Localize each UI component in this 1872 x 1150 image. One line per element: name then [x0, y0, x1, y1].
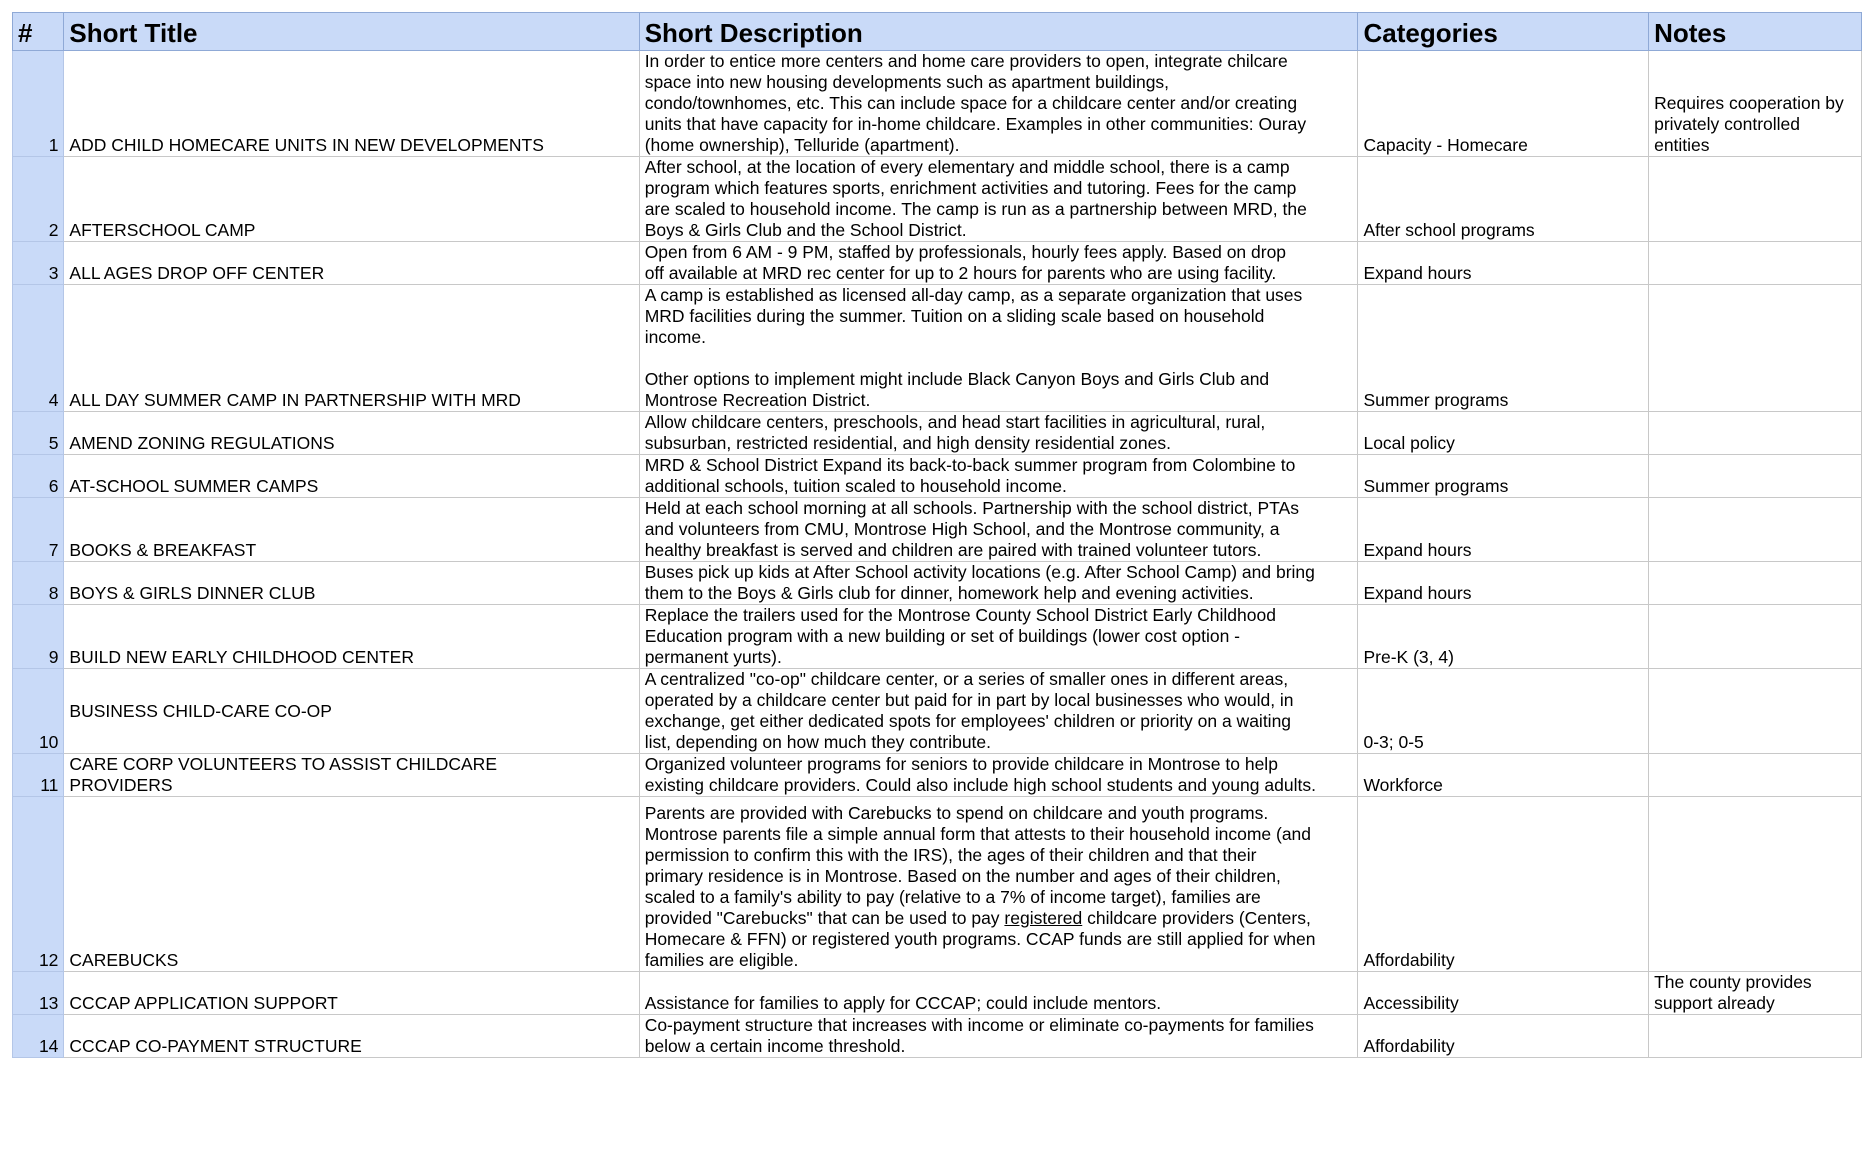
description-line: Education program with a new building or set of buildings (lower cost option - — [644, 626, 1241, 646]
notes-cell[interactable] — [1649, 669, 1862, 754]
description-line: Held at each school morning at all schools. Partnership with the school district, PTAs — [644, 498, 1299, 518]
row-number-cell[interactable]: 8 — [13, 562, 64, 605]
row-number-cell[interactable]: 3 — [13, 242, 64, 285]
description-cell[interactable] — [639, 412, 1358, 455]
column-header-title[interactable]: Short Title — [64, 13, 639, 51]
title-cell[interactable]: CCCAP CO-PAYMENT STRUCTURE — [64, 1015, 639, 1058]
table-row — [13, 797, 1862, 972]
underlined-text: registered — [1004, 908, 1083, 928]
description-line: Organized volunteer programs for seniors to provide childcare in Montrose to help — [644, 754, 1278, 774]
notes-line: privately controlled — [1654, 114, 1800, 134]
description-text: provided "Carebucks" that can be used to pay — [644, 908, 1005, 928]
description-line: Assistance for families to apply for CCCAP; could include mentors. — [644, 993, 1162, 1013]
row-number-cell[interactable]: 7 — [13, 498, 64, 562]
header-row — [13, 13, 1862, 51]
title-cell[interactable]: BUSINESS CHILD-CARE CO-OP — [64, 669, 639, 754]
description-line: exchange, get either dedicated spots for employees' children or priority on a waiting — [644, 711, 1292, 731]
notes-cell[interactable] — [1649, 972, 1862, 1015]
notes-cell[interactable] — [1649, 157, 1862, 242]
description-line: Boys & Girls Club and the School District. — [644, 220, 967, 240]
title-cell[interactable] — [64, 754, 639, 797]
description-line: existing childcare providers. Could also include high school students and young adults. — [644, 775, 1316, 795]
description-line: primary residence is in Montrose. Based on the number and ages of their children, — [644, 866, 1281, 886]
categories-cell[interactable]: Expand hours — [1358, 562, 1649, 605]
title-line: PROVIDERS — [69, 775, 173, 795]
table-row — [13, 605, 1862, 669]
categories-cell[interactable]: Summer programs — [1358, 285, 1649, 412]
description-line: program which features sports, enrichment activities and tutoring. Fees for the camp — [644, 178, 1297, 198]
categories-cell[interactable]: Expand hours — [1358, 498, 1649, 562]
description-line: off available at MRD rec center for up to 2 hours for parents who are using facility. — [644, 263, 1277, 283]
title-cell[interactable]: BOYS & GIRLS DINNER CLUB — [64, 562, 639, 605]
column-header-categories[interactable]: Categories — [1358, 13, 1649, 51]
description-cell[interactable] — [639, 754, 1358, 797]
notes-cell[interactable] — [1649, 51, 1862, 157]
title-cell[interactable]: BOOKS & BREAKFAST — [64, 498, 639, 562]
description-cell[interactable] — [639, 605, 1358, 669]
title-cell[interactable]: CCCAP APPLICATION SUPPORT — [64, 972, 639, 1015]
description-line: Homecare & FFN) or registered youth programs. CCAP funds are still applied for when — [644, 929, 1316, 949]
title-cell[interactable]: ALL DAY SUMMER CAMP IN PARTNERSHIP WITH MRD — [64, 285, 639, 412]
row-number-cell[interactable]: 4 — [13, 285, 64, 412]
description-line: list, depending on how much they contribute. — [644, 732, 992, 752]
row-number-cell[interactable]: 12 — [13, 797, 64, 972]
categories-cell[interactable]: Workforce — [1358, 754, 1649, 797]
column-header-notes[interactable]: Notes — [1649, 13, 1862, 51]
column-header-number[interactable]: # — [13, 13, 64, 51]
description-cell[interactable] — [639, 285, 1358, 412]
description-line: In order to entice more centers and home care providers to open, integrate chilcare — [644, 51, 1288, 71]
description-line: Montrose parents file a simple annual form that attests to their household income (and — [644, 824, 1312, 844]
description-cell[interactable] — [639, 51, 1358, 157]
description-line: below a certain income threshold. — [644, 1036, 906, 1056]
categories-cell[interactable]: Capacity - Homecare — [1358, 51, 1649, 157]
title-cell[interactable]: AFTERSCHOOL CAMP — [64, 157, 639, 242]
categories-cell[interactable]: Pre-K (3, 4) — [1358, 605, 1649, 669]
title-cell[interactable]: AT-SCHOOL SUMMER CAMPS — [64, 455, 639, 498]
description-line: families are eligible. — [644, 950, 799, 970]
table-row — [13, 285, 1862, 412]
title-cell[interactable]: AMEND ZONING REGULATIONS — [64, 412, 639, 455]
description-line: A camp is established as licensed all-day camp, as a separate organization that uses — [644, 285, 1303, 305]
column-header-description[interactable]: Short Description — [639, 13, 1358, 51]
notes-cell[interactable] — [1649, 412, 1862, 455]
notes-cell[interactable] — [1649, 797, 1862, 972]
description-line: space into new housing developments such as apartment buildings, — [644, 72, 1170, 92]
description-line: MRD & School District Expand its back-to-back summer program from Colombine to — [644, 455, 1296, 475]
notes-line: entities — [1654, 135, 1710, 155]
categories-cell[interactable]: Affordability — [1358, 797, 1649, 972]
table-row — [13, 51, 1862, 157]
description-line: MRD facilities during the summer. Tuition on a sliding scale based on household — [644, 306, 1265, 326]
categories-cell[interactable]: After school programs — [1358, 157, 1649, 242]
row-number-cell[interactable]: 9 — [13, 605, 64, 669]
row-number-cell[interactable]: 6 — [13, 455, 64, 498]
categories-cell[interactable]: 0-3; 0-5 — [1358, 669, 1649, 754]
description-line: subsurban, restricted residential, and high density residential zones. — [644, 433, 1171, 453]
description-cell[interactable] — [639, 242, 1358, 285]
description-blank-line — [645, 348, 1353, 369]
description-cell[interactable] — [639, 455, 1358, 498]
row-number-cell[interactable]: 13 — [13, 972, 64, 1015]
description-line: Co-payment structure that increases with income or eliminate co-payments for families — [644, 1015, 1314, 1035]
description-line: are scaled to household income. The camp is run as a partnership between MRD, the — [644, 199, 1307, 219]
description-cell[interactable] — [639, 1015, 1358, 1058]
description-line: permanent yurts). — [644, 647, 782, 667]
row-number-cell[interactable]: 10 — [13, 669, 64, 754]
notes-line: Requires cooperation by — [1654, 93, 1844, 113]
description-line: Replace the trailers used for the Montrose County School District Early Childhood — [644, 605, 1276, 625]
categories-cell[interactable]: Expand hours — [1358, 242, 1649, 285]
notes-cell[interactable] — [1649, 605, 1862, 669]
row-number-cell[interactable]: 11 — [13, 754, 64, 797]
notes-cell[interactable] — [1649, 455, 1862, 498]
description-line: Parents are provided with Carebucks to spend on childcare and youth programs. — [644, 803, 1269, 823]
description-line: A centralized "co-op" childcare center, or a series of smaller ones in different areas, — [644, 669, 1289, 689]
description-cell[interactable] — [639, 562, 1358, 605]
table-row — [13, 412, 1862, 455]
notes-cell[interactable] — [1649, 562, 1862, 605]
categories-cell[interactable]: Accessibility — [1358, 972, 1649, 1015]
description-cell[interactable] — [639, 498, 1358, 562]
description-cell[interactable] — [639, 669, 1358, 754]
table-row — [13, 669, 1862, 754]
description-line: scaled to a family's ability to pay (relative to a 7% of income target), families are — [644, 887, 1261, 907]
notes-cell[interactable] — [1649, 242, 1862, 285]
description-line: Montrose Recreation District. — [644, 390, 871, 410]
title-line: CARE CORP VOLUNTEERS TO ASSIST CHILDCARE — [69, 754, 497, 774]
row-number-cell[interactable]: 14 — [13, 1015, 64, 1058]
description-line: and volunteers from CMU, Montrose High School, and the Montrose community, a — [644, 519, 1280, 539]
notes-cell[interactable] — [1649, 754, 1862, 797]
notes-cell[interactable] — [1649, 1015, 1862, 1058]
row-number-cell[interactable]: 2 — [13, 157, 64, 242]
description-line: operated by a childcare center but paid for in part by local businesses who would, in — [644, 690, 1294, 710]
table-row — [13, 562, 1862, 605]
title-cell[interactable]: ALL AGES DROP OFF CENTER — [64, 242, 639, 285]
categories-cell[interactable]: Summer programs — [1358, 455, 1649, 498]
notes-cell[interactable] — [1649, 498, 1862, 562]
description-line — [645, 908, 1353, 929]
description-line: After school, at the location of every elementary and middle school, there is a camp — [644, 157, 1290, 177]
row-number-cell[interactable]: 5 — [13, 412, 64, 455]
table-row — [13, 455, 1862, 498]
description-line: (home ownership), Telluride (apartment). — [644, 135, 960, 155]
description-line: Open from 6 AM - 9 PM, staffed by professionals, hourly fees apply. Based on drop — [644, 242, 1287, 262]
description-line: Allow childcare centers, preschools, and head start facilities in agricultural, rural, — [644, 412, 1266, 432]
description-line: Buses pick up kids at After School activity locations (e.g. After School Camp) and bring — [644, 562, 1315, 582]
notes-cell[interactable] — [1649, 285, 1862, 412]
description-line: units that have capacity for in-home childcare. Examples in other communities: Ouray — [644, 114, 1307, 134]
description-line: condo/townhomes, etc. This can include space for a childcare center and/or creating — [644, 93, 1298, 113]
description-line: income. — [644, 327, 706, 347]
table-row — [13, 972, 1862, 1015]
notes-line: The county provides — [1654, 972, 1812, 992]
spreadsheet-table — [12, 12, 1862, 1058]
table-row — [13, 754, 1862, 797]
description-line: permission to confirm this with the IRS), the ages of their children and that their — [644, 845, 1257, 865]
categories-cell[interactable]: Local policy — [1358, 412, 1649, 455]
description-line: healthy breakfast is served and children are paired with trained volunteer tutors. — [644, 540, 1262, 560]
row-number-cell[interactable]: 1 — [13, 51, 64, 157]
description-cell[interactable] — [639, 972, 1358, 1015]
title-cell[interactable]: BUILD NEW EARLY CHILDHOOD CENTER — [64, 605, 639, 669]
description-text: childcare providers (Centers, — [1082, 908, 1311, 928]
categories-cell[interactable]: Affordability — [1358, 1015, 1649, 1058]
description-line: additional schools, tuition scaled to household income. — [644, 476, 1067, 496]
table-row — [13, 242, 1862, 285]
table-row — [13, 498, 1862, 562]
title-cell[interactable]: CAREBUCKS — [64, 797, 639, 972]
notes-line: support already — [1654, 993, 1775, 1013]
description-cell[interactable] — [639, 797, 1358, 972]
table-row — [13, 1015, 1862, 1058]
title-cell[interactable]: ADD CHILD HOMECARE UNITS IN NEW DEVELOPMENTS — [64, 51, 639, 157]
description-cell[interactable] — [639, 157, 1358, 242]
description-line: Other options to implement might include Black Canyon Boys and Girls Club and — [644, 369, 1270, 389]
table-row — [13, 157, 1862, 242]
description-line: them to the Boys & Girls club for dinner, homework help and evening activities. — [644, 583, 1254, 603]
